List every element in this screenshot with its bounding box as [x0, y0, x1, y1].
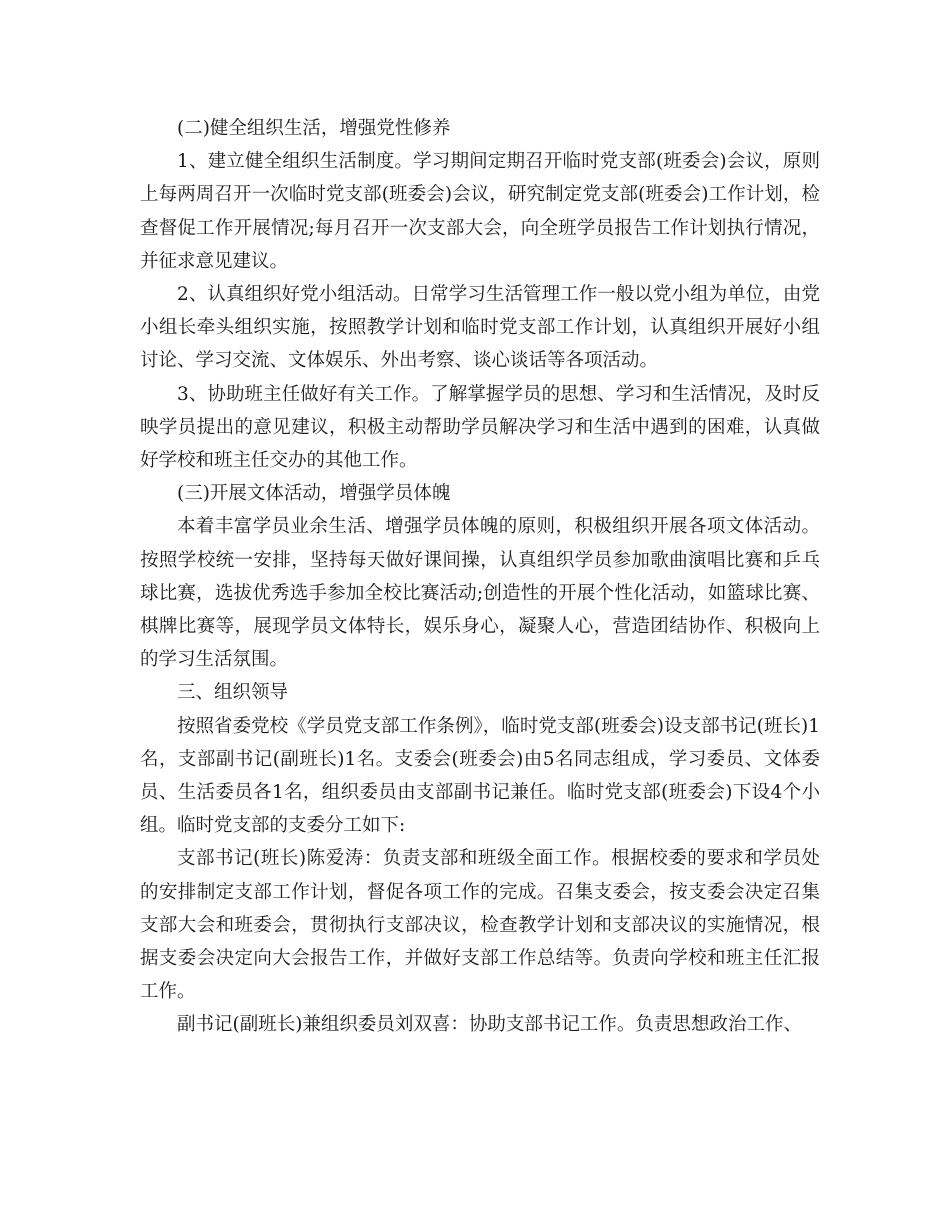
paragraph-leadership-structure: 按照省委党校《学员党支部工作条例》，临时党支部(班委会)设支部书记(班长)1名，支部副书记(副班长)1名。支委会(班委会)由5名同志组成，学习委员、文体委员、生活委员各1名，组织委员由支部副书记兼任。临时党支部(班委会)下设4个小组。临时党支部的支委分工如下: — [140, 715, 820, 837]
paragraph-party-group-activities: 2、认真组织好党小组活动。日常学习生活管理工作一般以党小组为单位，由党小组长牵头组织实施，按照教学计划和临时党支部工作计划，认真组织开展好小组讨论、学习交流、文体娱乐、外出考察、谈心谈话等各项活动。 — [140, 284, 820, 372]
section-heading-organization-life: (二)健全组织生活，增强党性修养 — [177, 118, 451, 139]
document-body — [140, 112, 820, 1042]
paragraph-sports-activities: 本着丰富学员业余生活、增强学员体魄的原则，积极组织开展各项文体活动。按照学校统一安排，坚持每天做好课间操，认真组织学员参加歌曲演唱比赛和乒乓球比赛，选拔优秀选手参加全校比赛活动;创造性的开展个性化活动，如篮球比赛、棋牌比赛等，展现学员文体特长，娱乐身心，凝聚人心，营造团结协作、积极向上的学习生活氛围。 — [140, 516, 820, 671]
paragraph-assist-head-teacher: 3、协助班主任做好有关工作。了解掌握学员的思想、学习和生活情况，及时反映学员提出的意见建议，积极主动帮助学员解决学习和生活中遇到的困难，认真做好学校和班主任交办的其他工作。 — [140, 383, 820, 472]
paragraph-branch-secretary: 支部书记(班长)陈爱涛：负责支部和班级全面工作。根据校委的要求和学员处的安排制定支部工作计划，督促各项工作的完成。召集支委会，按支委会决定召集支部大会和班委会，贯彻执行支部决议，检查教学计划和支部决议的实施情况，根据支委会决定向大会报告工作，并做好支部工作总结等。负责向学校和班主任汇报工作。 — [140, 848, 820, 1003]
section-heading-sports-activities: (三)开展文体活动，增强学员体魄 — [177, 483, 451, 505]
paragraph-deputy-secretary: 副书记(副班长)兼组织委员刘双喜：协助支部书记工作。负责思想政治工作、 — [177, 1014, 802, 1036]
paragraph-organization-system: 1、建立健全组织生活制度。学习期间定期召开临时党支部(班委会)会议，原则上每两周召开一次临时党支部(班委会)会议，研究制定党支部(班委会)工作计划，检查督促工作开展情况;每月召开一次支部大会，向全班学员报告工作计划执行情况，并征求意见建议。 — [140, 151, 820, 272]
section-heading-organization-leadership: 三、组织领导 — [177, 682, 289, 704]
